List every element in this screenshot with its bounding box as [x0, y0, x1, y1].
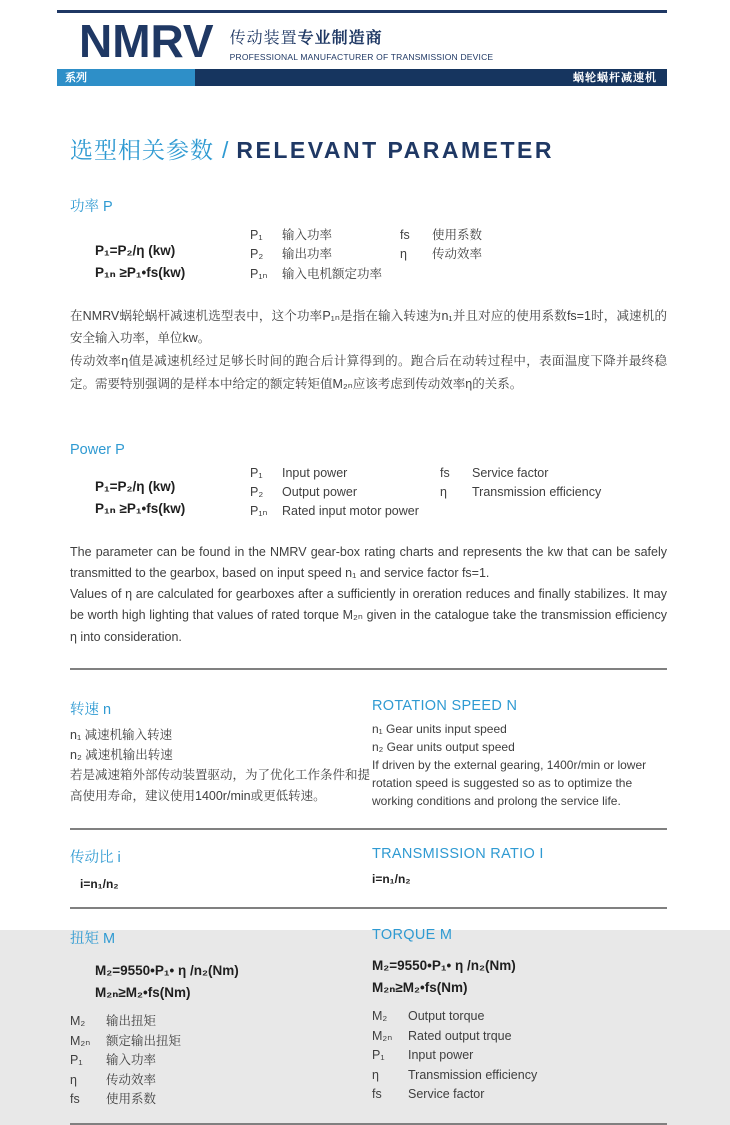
legend-row	[70, 1032, 372, 1051]
page-title	[70, 132, 667, 165]
section-power-en	[70, 442, 667, 648]
section-divider	[70, 907, 667, 909]
series-bar	[57, 69, 667, 86]
ratio-cn-heading: 传动比 i	[70, 849, 121, 866]
legend-row	[250, 464, 440, 483]
legend-text: 输出功率	[282, 247, 333, 262]
legend-row	[372, 1066, 667, 1085]
torque-cn-formulas	[70, 960, 372, 1005]
legend-symbol: P₁ₙ	[250, 504, 268, 519]
legend-text: Rated output trque	[408, 1028, 512, 1043]
legend-text: 输入功率	[282, 228, 333, 242]
legend-row	[440, 483, 667, 502]
legend-symbol: η	[372, 1067, 379, 1082]
paragraph-line: The parameter can be found in the NMRV gear-box rating charts and represents the kw that can be safely transmitted to the gearbox, based on input speed n₁ and service factor fs=1.	[70, 544, 667, 580]
speed-cn-lines	[70, 725, 372, 806]
legend-symbol: η	[400, 247, 407, 262]
speed-line: n₁ Gear units input speed	[372, 721, 507, 736]
product-label: 蜗轮蜗杆减速机	[195, 69, 667, 86]
legend-symbol: P₁	[70, 1053, 83, 1068]
section-speed	[70, 698, 667, 810]
legend-row	[70, 1051, 372, 1070]
power-cn-heading: 功率 P	[70, 199, 113, 215]
legend-text: Service factor	[472, 465, 549, 480]
page-title-separator: /	[222, 137, 229, 163]
power-en-grid	[70, 464, 667, 522]
power-en-formulas	[70, 464, 250, 522]
ratio-en-heading: TRANSMISSION RATIO I	[372, 845, 544, 862]
legend-symbol: M₂	[372, 1009, 388, 1024]
legend-row	[250, 245, 400, 264]
page-header	[57, 10, 667, 86]
torque-cn-heading: 扭矩 M	[70, 930, 116, 947]
brand-logo: NMRV	[79, 15, 214, 67]
page-title-cn: 选型相关参数	[70, 137, 214, 163]
formula: P₁=P₂/η (kw)	[95, 478, 176, 494]
legend-symbol: η	[440, 484, 447, 499]
torque-en-heading: TORQUE M	[372, 926, 453, 943]
legend-row	[250, 502, 440, 521]
paragraph-line: 在NMRV蜗轮蜗杆减速机选型表中，这个功率P₁ₙ是指在输入转速为n₁并且对应的使用系数fs=1时，减速机的安全输入功率，单位kw。	[70, 308, 667, 346]
torque-cn-legend	[70, 1012, 372, 1109]
ratio-en-column	[372, 846, 667, 891]
torque-cn-column	[70, 927, 372, 1109]
formula: M₂=9550•P₁• η /n₂(Nm)	[372, 957, 516, 973]
legend-row	[250, 483, 440, 502]
torque-en-column	[372, 927, 667, 1109]
series-label: 系列	[57, 69, 195, 86]
tagline-chinese	[230, 25, 494, 48]
section-divider	[70, 668, 667, 670]
legend-symbol: P₁	[372, 1048, 385, 1063]
legend-row	[70, 1090, 372, 1109]
legend-symbol: P₁	[250, 228, 263, 242]
power-en-paragraph	[70, 542, 667, 648]
speed-en-heading: ROTATION SPEED N	[372, 697, 518, 714]
speed-line: n₁ 减速机输入转速	[70, 727, 173, 742]
formula: P₁ₙ ≥P₁•fs(kw)	[95, 265, 186, 281]
speed-en-lines	[372, 720, 667, 810]
legend-row	[250, 226, 400, 245]
power-cn-formulas	[70, 226, 250, 285]
legend-row	[372, 1046, 667, 1065]
legend-text: Transmission efficiency	[472, 484, 602, 499]
ratio-en-formula: i=n₁/n₂	[372, 871, 411, 886]
tagline-cn-bold: 专业制造商	[297, 30, 383, 47]
legend-symbol: η	[70, 1072, 77, 1087]
legend-symbol: M₂ₙ	[70, 1033, 91, 1048]
legend-symbol: P₂	[250, 484, 264, 499]
legend-symbol: M₂	[70, 1014, 86, 1029]
legend-text: Service factor	[408, 1086, 485, 1101]
legend-symbol: P₂	[250, 247, 264, 262]
speed-cn-heading: 转速 n	[70, 701, 112, 718]
legend-symbol: M₂ₙ	[372, 1028, 393, 1043]
section-divider	[70, 828, 667, 830]
legend-text: 传动效率	[432, 247, 483, 262]
legend-row	[70, 1071, 372, 1090]
page-title-en: RELEVANT PARAMETER	[236, 137, 554, 163]
legend-row	[70, 1012, 372, 1031]
legend-row	[250, 265, 400, 284]
legend-symbol: fs	[400, 228, 410, 242]
power-cn-paragraph	[70, 305, 667, 396]
paragraph-line: 传动效率η值是减速机经过足够长时间的跑合后计算得到的。跑合后在动转过程中，表面温度下降并最终稳定。需要特别强调的是样本中给定的额定转矩值M₂ₙ应该考虑到传动效率η的关系。	[70, 354, 667, 391]
section-ratio	[70, 846, 667, 891]
formula: P₁=P₂/η (kw)	[95, 243, 176, 258]
legend-symbol: fs	[372, 1086, 382, 1101]
legend-text: 输入功率	[106, 1053, 157, 1068]
power-cn-legend	[250, 226, 400, 285]
tagline-cn-regular: 传动装置	[229, 30, 298, 47]
section-torque	[70, 927, 667, 1109]
legend-symbol: fs	[440, 465, 450, 480]
legend-row	[440, 464, 667, 483]
legend-text: Input power	[408, 1048, 474, 1063]
speed-line: n₂ Gear units output speed	[372, 739, 515, 754]
legend-row	[400, 245, 667, 264]
legend-text: 传动效率	[106, 1072, 157, 1087]
section-power-cn	[70, 195, 667, 396]
legend-text: Output torque	[408, 1009, 485, 1024]
legend-text: 使用系数	[106, 1091, 157, 1106]
ratio-cn-formula: i=n₁/n₂	[80, 876, 119, 891]
legend-text: Transmission efficiency	[408, 1067, 538, 1082]
speed-line: n₂ 减速机输出转速	[70, 748, 173, 763]
formula: P₁ₙ ≥P₁•fs(kw)	[95, 500, 186, 516]
power-en-legend	[250, 464, 440, 522]
legend-text: Input power	[282, 465, 348, 480]
speed-line: If driven by the external gearing, 1400r/min or lower rotation speed is suggested so as to optimize the working conditions and prolong the service life.	[372, 757, 650, 808]
formula: M₂ₙ≥M₂•fs(Nm)	[372, 980, 468, 996]
legend-row	[372, 1027, 667, 1046]
speed-cn-column	[70, 698, 372, 810]
header-top-rule	[57, 10, 667, 13]
legend-text: Output power	[282, 484, 358, 499]
legend-text: Rated input motor power	[282, 504, 419, 519]
torque-en-legend	[372, 1007, 667, 1104]
legend-row	[400, 226, 667, 245]
paragraph-line: Values of η are calculated for gearboxes after a sufficiently in oreration reduces and finally stabilizes. It may be worth high lighting that values of rated torque M₂ₙ given in the catalogue take the transmission efficiency η into consideration.	[70, 587, 667, 644]
power-cn-legend2	[400, 226, 667, 285]
legend-symbol: P₁ₙ	[250, 266, 268, 281]
torque-en-formulas	[372, 955, 667, 1000]
main-content	[70, 132, 667, 1125]
legend-text: 额定输出扭矩	[106, 1033, 182, 1048]
legend-row	[372, 1085, 667, 1104]
legend-row	[372, 1007, 667, 1026]
logo-row	[79, 15, 667, 67]
legend-text: 使用系数	[432, 228, 483, 242]
power-en-heading: Power P	[70, 441, 125, 458]
ratio-cn-column	[70, 846, 372, 891]
legend-text: 输入电机额定功率	[282, 266, 383, 281]
tagline-english: PROFESSIONAL MANUFACTURER OF TRANSMISSION DEVICE	[229, 52, 494, 62]
speed-line: 若是减速箱外部传动装置驱动，为了优化工作条件和提高使用寿命，建议使用1400r/min或更低转速。	[70, 768, 371, 803]
formula: M₂ₙ≥M₂•fs(Nm)	[95, 985, 191, 1001]
power-en-legend2	[440, 464, 667, 522]
legend-symbol: P₁	[250, 465, 263, 480]
speed-en-column	[372, 698, 667, 810]
formula: M₂=9550•P₁• η /n₂(Nm)	[95, 962, 239, 978]
legend-text: 输出扭矩	[106, 1014, 157, 1029]
legend-symbol: fs	[70, 1091, 80, 1106]
brand-taglines	[230, 25, 494, 62]
power-cn-grid	[70, 226, 667, 285]
